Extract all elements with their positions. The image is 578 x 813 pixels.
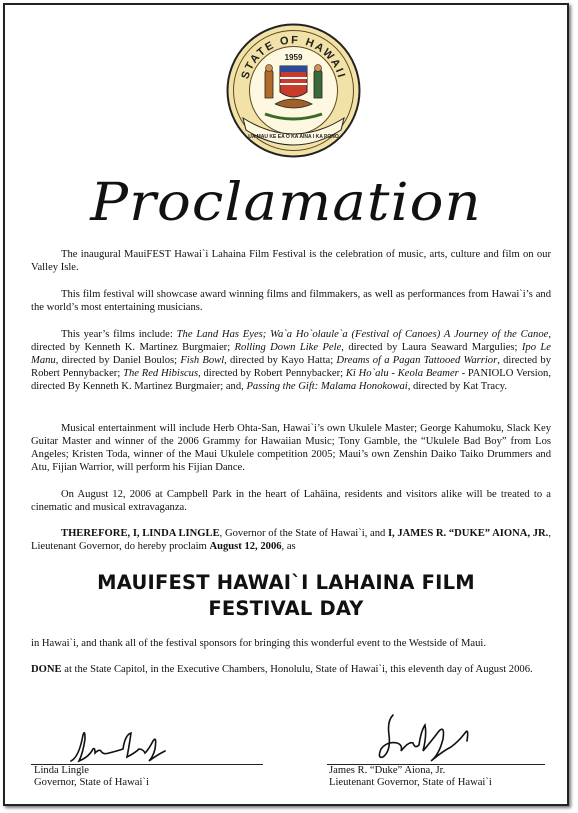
film-director: - PANIOLO Version, directed By Kenneth K. Martinez Burgmaier; and, — [31, 368, 551, 392]
film-director: , directed by Kenneth K. Martinez Burgmaier; — [31, 329, 551, 353]
paragraph-music — [31, 422, 551, 474]
governor-declaration: THEREFORE, I, LINDA LINGLE — [61, 528, 220, 539]
heading-line-1: MAUIFEST HAWAI`I LAHAINA FILM — [97, 571, 475, 594]
seal-year: 1959 — [284, 53, 303, 62]
state-seal-icon — [225, 22, 362, 159]
film-title: The Land Has Eyes; Wa`a Ho`olaule`a (Festival of Canoes) A Journey of the Canoe — [176, 329, 549, 340]
proclamation-heading — [5, 570, 567, 622]
lt-governor-name: James R. “Duke” Aiona, Jr. — [329, 765, 446, 776]
page-title: Proclamation — [90, 173, 482, 233]
done-text: at the State Capitol, in the Executive Chambers, Honolulu, State of Hawai`i, this eleventh day of August 2006. — [61, 664, 533, 675]
paragraph-showcase-text: This film festival will showcase award winning films and filmmakers, as well as performances from Hawai`i’s and the world’s most entertaining musicians. — [31, 289, 551, 313]
paragraph-done-text — [31, 663, 551, 676]
films-lead: This year’s films include: — [61, 329, 177, 340]
film-title: Fish Bowl — [180, 355, 225, 366]
film-title: Ipo Le Manu — [31, 342, 551, 366]
proclamation-page — [3, 3, 569, 806]
therefore-text: , Governor of the State of Hawai`i, and — [219, 528, 388, 539]
film-director: , directed by Kayo Hatta; — [224, 355, 337, 366]
lt-governor-signature-icon — [373, 711, 485, 767]
film-director: , directed by Daniel Boulos; — [55, 355, 181, 366]
paragraph-therefore-text — [31, 527, 551, 553]
seal-top-text: STATE OF HAWAII — [239, 34, 348, 81]
lt-governor-signature-block — [329, 765, 492, 789]
paragraph-films — [31, 328, 551, 393]
film-director: , directed by Laura Seaward Margulies; — [341, 342, 522, 353]
governor-name: Linda Lingle — [34, 765, 90, 776]
governor-signature-block — [34, 765, 149, 789]
therefore-text: , Lieutenant Governor, do hereby proclaim — [31, 528, 551, 552]
therefore-text: , as — [281, 541, 296, 552]
paragraph-intro — [31, 248, 551, 274]
paragraph-showcase — [31, 288, 551, 314]
paragraph-therefore — [31, 527, 551, 553]
done-label: DONE — [31, 664, 62, 675]
film-title: Rolling Down Like Pele — [234, 342, 342, 353]
lt-governor-declaration: I, JAMES R. “DUKE” AIONA, JR. — [387, 528, 549, 539]
film-title: Ki Ho`alu - Keola Beamer — [345, 368, 459, 379]
film-director: , directed by Robert Pennybacker; — [31, 355, 552, 379]
paragraph-thanks — [31, 637, 551, 650]
film-director: , directed by Kat Tracy. — [407, 381, 508, 392]
paragraph-done — [31, 663, 551, 676]
proclaimed-date: August 12, 2006 — [209, 541, 282, 552]
film-title: The Red Hibiscus — [123, 368, 199, 379]
paragraph-event-text: On August 12, 2006 at Campbell Park in the heart of Lahāina, residents and visitors alike will be treated to a cinematic and musical extravaganza. — [31, 489, 551, 513]
lt-governor-title: Lieutenant Governor, State of Hawai`i — [329, 777, 492, 788]
paragraph-music-text: Musical entertainment will include Herb Ohta-San, Hawai`i’s own Ukulele Master; George Kahumoku, Slack Key Guitar Master and winner of the 2006 Grammy for Hawaiian Music; Tony Gamble, the “Ukulele Bad Boy” from Los Angeles; Kristen Toda, winner of the Maui Ukulele competition 2005; Maui’s own Zenshin Daiko Taiko Drummers and Atu, Fijian Warrior, will perform his Fijian Dance. — [31, 423, 551, 473]
paragraph-intro-text: The inaugural MauiFEST Hawai`i Lahaina Film Festival is the celebration of music, arts, culture and film on our Valley Isle. — [31, 249, 551, 273]
paragraph-event — [31, 488, 551, 514]
seal-motto: UA MAU KE EA O KA AINA I KA PONO — [248, 134, 339, 140]
heading-line-2: FESTIVAL DAY — [208, 597, 364, 620]
film-title: Dreams of a Pagan Tattooed Warrior — [336, 355, 498, 366]
paragraph-films-text — [31, 328, 551, 393]
film-director: , directed by Robert Pennybacker; — [198, 368, 346, 379]
paragraph-thanks-text: in Hawai`i, and thank all of the festival sponsors for bringing this wonderful event to the Westside of Maui. — [31, 638, 486, 649]
governor-signature-icon — [65, 727, 175, 767]
governor-title: Governor, State of Hawai`i — [34, 777, 149, 788]
film-title: Passing the Gift: Malama Honokowai — [246, 381, 408, 392]
